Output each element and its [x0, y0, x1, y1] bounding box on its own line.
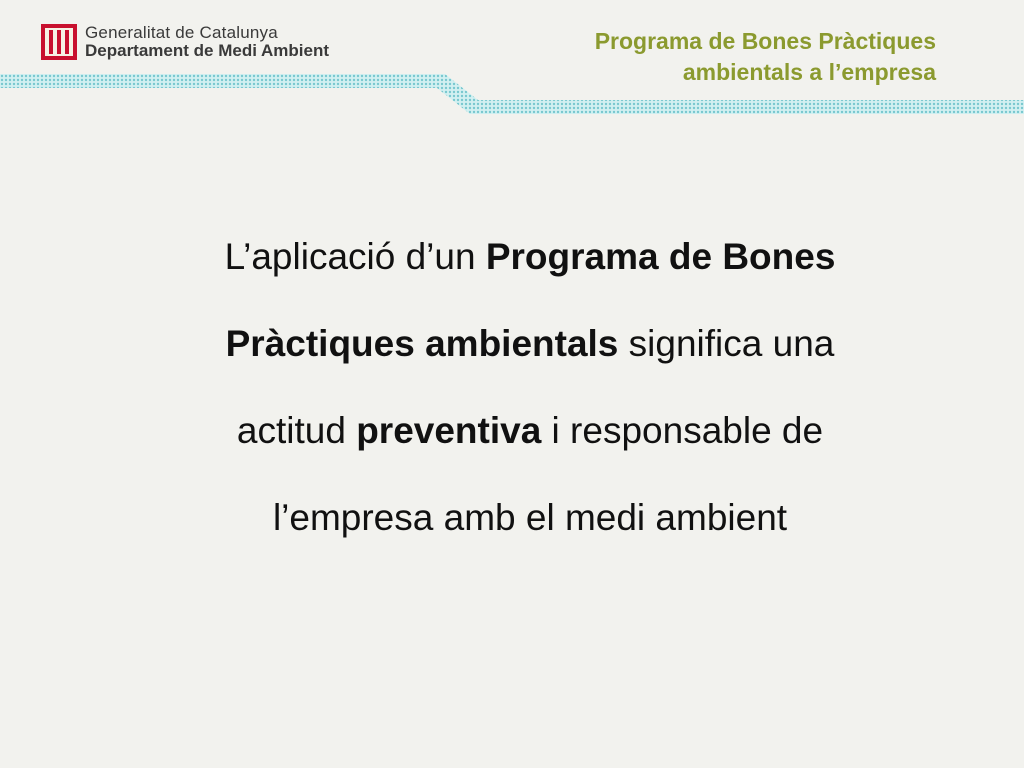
- statement-line-1: [80, 213, 980, 300]
- statement-emphasis: Programa de Bones: [485, 236, 836, 277]
- statement-emphasis: preventiva: [356, 410, 542, 451]
- statement-line-3: [80, 387, 980, 474]
- statement-text: actitud: [236, 410, 357, 451]
- logo-line-generalitat: Generalitat de Catalunya: [85, 23, 278, 43]
- statement-text: l’empresa amb el medi ambient: [272, 497, 788, 538]
- decorative-stripe: [0, 74, 1024, 118]
- program-title-line-1: Programa de Bones Pràctiques: [594, 28, 936, 54]
- statement-text: L’aplicació d’un: [224, 236, 486, 277]
- statement-text: i responsable de: [541, 410, 824, 451]
- logo-text: [85, 24, 329, 60]
- statement-line-2: [80, 300, 980, 387]
- statement-line-4: [80, 474, 980, 561]
- statement-emphasis: Pràctiques ambientals: [225, 323, 619, 364]
- logo-line-department: Departament de Medi Ambient: [85, 41, 330, 60]
- statement-text: significa una: [618, 323, 835, 364]
- generalitat-shield-icon: [41, 24, 77, 60]
- program-title-line-2: ambientals a l’empresa: [682, 58, 936, 85]
- main-statement: [80, 213, 980, 561]
- organization-logo: [41, 24, 329, 60]
